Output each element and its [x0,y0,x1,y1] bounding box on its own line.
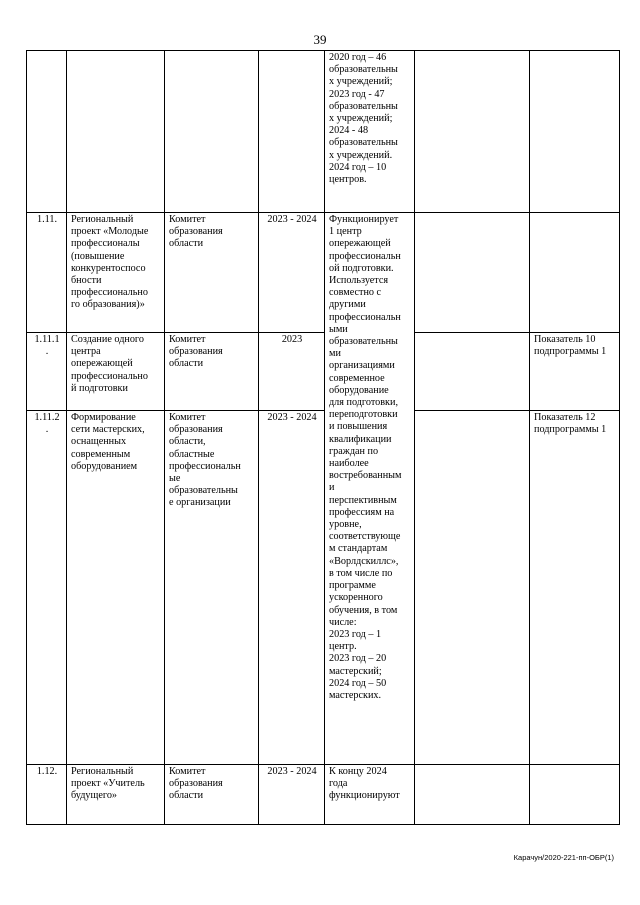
page-number: 39 [313,32,327,47]
cell-number: 1.11.1 . [27,333,67,411]
cell-executor: Комитет образования области [165,765,259,825]
cell-indicator: Показатель 12 подпрограммы 1 [530,411,620,765]
cell-period: 2023 - 2024 [259,213,325,333]
cell-activity-name: Создание одного центра опережающей профессионально й подготовки [67,333,165,411]
cell-result: К концу 2024 года функционируют [325,765,415,825]
cell-indicator [530,213,620,333]
cell-activity-name [67,51,165,213]
cell-empty [415,213,530,333]
cell-period [259,51,325,213]
cell-period: 2023 [259,333,325,411]
table-row [27,213,620,333]
cell-executor: Комитет образования области [165,333,259,411]
cell-period: 2023 - 2024 [259,765,325,825]
cell-executor [165,51,259,213]
cell-indicator [530,765,620,825]
cell-empty [415,411,530,765]
cell-empty [415,51,530,213]
cell-executor: Комитет образования области, областные профессиональн ые образовательны е организации [165,411,259,765]
cell-activity-name: Формирование сети мастерских, оснащенных современным оборудованием [67,411,165,765]
table-row [27,411,620,765]
cell-indicator: Показатель 10 подпрограммы 1 [530,333,620,411]
table-row [27,765,620,825]
cell-activity-name: Региональный проект «Молодые профессионалы (повышение конкурентоспосо бности профессионально го образования)» [67,213,165,333]
cell-number: 1.11. [27,213,67,333]
cell-result: 2020 год – 46 образовательны х учреждений; 2023 год - 47 образовательны х учреждений; 2024 - 48 образовательны х учреждений. 2024 год – 10 центров. [325,51,415,213]
program-activities-table [26,50,620,825]
document-code: Карачун/2020-221-пп-ОБР(1) [513,853,614,862]
cell-empty [415,765,530,825]
cell-activity-name: Региональный проект «Учитель будущего» [67,765,165,825]
cell-executor: Комитет образования области [165,213,259,333]
cell-period: 2023 - 2024 [259,411,325,765]
cell-number: 1.11.2 . [27,411,67,765]
table-row [27,333,620,411]
table-row [27,51,620,213]
cell-number [27,51,67,213]
cell-number: 1.12. [27,765,67,825]
cell-empty [415,333,530,411]
cell-indicator [530,51,620,213]
cell-result: Функционирует 1 центр опережающей профессиональн ой подготовки. Используется совместно с другими профессиональн ыми образовательны ми организациями современное оборудование для подготовки, переподготовки и повышения квалификации граждан по наиболее востребованным и перспективным профессиям на уровне, соответствующе м стандартам «Ворлдскиллс», в том числе по программе ускоренного обучения, в том числе: 2023 год – 1 центр. 2023 год – 20 мастерский; 2024 год – 50 мастерских. [325,213,415,765]
